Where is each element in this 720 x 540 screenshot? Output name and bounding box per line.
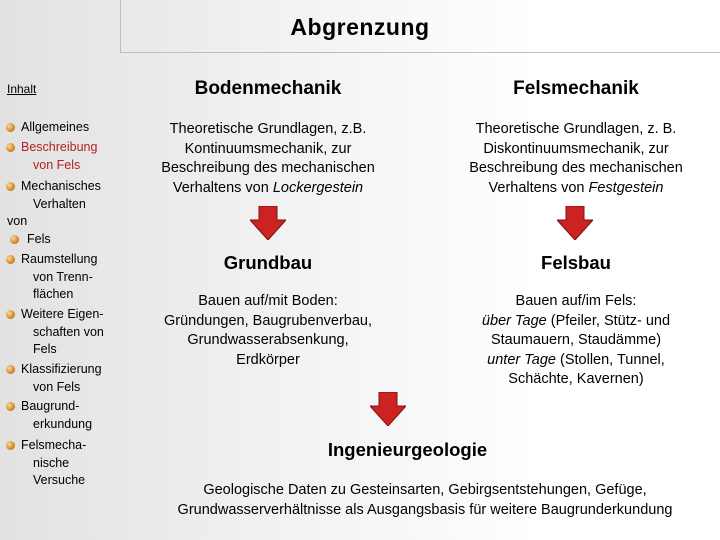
text-line: Diskontinuumsmechanik, zur bbox=[483, 140, 669, 157]
text-line: Verhaltens von Lockergestein bbox=[172, 179, 364, 196]
ingenieurgeologie-description bbox=[140, 481, 710, 520]
sidebar-item-label: schaften von bbox=[33, 324, 104, 339]
text-line: Gründungen, Baugrubenverbau, bbox=[164, 312, 372, 329]
text-line: über Tage (Pfeiler, Stütz- und bbox=[481, 312, 671, 329]
bodenmechanik-heading: Bodenmechanik bbox=[194, 78, 342, 99]
sidebar-item-label: Baugrund- bbox=[21, 399, 80, 413]
text-line: Staumauern, Staudämme) bbox=[490, 332, 662, 348]
sidebar-item-label: Fels bbox=[33, 342, 57, 356]
sidebar-item-beschreibung-von-fels[interactable] bbox=[6, 139, 118, 174]
felsbau-heading: Felsbau bbox=[541, 252, 611, 273]
sidebar-item-label: Klassifizierung bbox=[21, 362, 102, 376]
text-line: Theoretische Grundlagen, z. B. bbox=[475, 121, 677, 137]
text-line: Grundwasserabsenkung, bbox=[187, 332, 349, 348]
sidebar-item-label: Allgemeines bbox=[21, 120, 90, 134]
sidebar-item-label: Mechanisches bbox=[21, 179, 101, 193]
sidebar-item-label: von bbox=[7, 214, 28, 228]
bullet-icon bbox=[10, 235, 19, 244]
felsmechanik-heading: Felsmechanik bbox=[513, 78, 639, 99]
sidebar-item-raumstellung[interactable] bbox=[6, 251, 118, 304]
sidebar-item-allgemeines[interactable] bbox=[6, 119, 118, 137]
text-line: Grundwasserverhältnisse als Ausgangsbasis für weitere Baugrunderkundung bbox=[177, 501, 673, 518]
bullet-icon bbox=[6, 365, 15, 374]
bullet-icon bbox=[6, 143, 15, 152]
sidebar-item-label: Versuche bbox=[33, 473, 86, 487]
sidebar-item-label: Felsmecha- bbox=[21, 438, 87, 452]
sidebar-heading-inhalt[interactable]: Inhalt bbox=[7, 82, 37, 96]
felsmechanik-description bbox=[426, 120, 720, 198]
grundbau-description bbox=[118, 292, 418, 370]
bullet-icon bbox=[6, 255, 15, 264]
text-line: Theoretische Grundlagen, z.B. bbox=[169, 121, 367, 137]
text-line: Verhaltens von Festgestein bbox=[488, 179, 664, 196]
bullet-icon bbox=[6, 441, 15, 450]
text-line: Erdkörper bbox=[236, 351, 300, 368]
down-arrow-icon bbox=[557, 206, 593, 240]
text-line: Kontinuumsmechanik, zur bbox=[184, 140, 352, 157]
sidebar-item-label: nische bbox=[33, 455, 70, 470]
down-arrow-icon bbox=[370, 392, 406, 426]
page-title: Abgrenzung bbox=[290, 14, 430, 40]
text-line: Beschreibung des mechanischen bbox=[469, 160, 683, 176]
text-line: unter Tage (Stollen, Tunnel, bbox=[487, 351, 665, 368]
sidebar-item-label: Raumstellung bbox=[21, 252, 98, 266]
sidebar-item-label: von Fels bbox=[33, 157, 81, 172]
grundbau-heading: Grundbau bbox=[223, 252, 313, 273]
bodenmechanik-description bbox=[118, 120, 418, 198]
sidebar-item-weitere-eigenschaften[interactable] bbox=[6, 306, 118, 359]
sidebar-item-label: Verhalten bbox=[33, 196, 86, 211]
text-line: Bauen auf/mit Boden: bbox=[198, 293, 338, 309]
sidebar-item-mechanisches-verhalten[interactable] bbox=[6, 178, 118, 248]
text-line: Bauen auf/im Fels: bbox=[515, 293, 637, 309]
sidebar-item-felsmechanische-versuche[interactable] bbox=[6, 437, 118, 490]
text-line: Geologische Daten zu Gesteinsarten, Gebirgsentstehungen, Gefüge, bbox=[203, 482, 647, 498]
felsbau-description bbox=[426, 292, 720, 390]
text-line: Beschreibung des mechanischen bbox=[161, 160, 375, 176]
sidebar-item-label: Fels bbox=[27, 231, 51, 246]
sidebar-item-label: erkundung bbox=[33, 416, 93, 431]
bullet-icon bbox=[6, 402, 15, 411]
title-divider bbox=[120, 52, 720, 53]
ingenieurgeologie-heading: Ingenieurgeologie bbox=[327, 439, 488, 460]
sidebar-item-label: von Fels bbox=[33, 379, 81, 394]
sidebar-item-label: Beschreibung bbox=[21, 140, 98, 154]
text-line: Schächte, Kavernen) bbox=[508, 371, 644, 387]
sidebar-item-label: flächen bbox=[33, 287, 74, 301]
bullet-icon bbox=[6, 310, 15, 319]
sidebar-item-label: Weitere Eigen- bbox=[21, 307, 104, 321]
sidebar-item-klassifizierung[interactable] bbox=[6, 361, 118, 396]
bullet-icon bbox=[6, 182, 15, 191]
bullet-icon bbox=[6, 123, 15, 132]
sidebar-item-baugrunderkundung[interactable] bbox=[6, 398, 118, 433]
sidebar-item-label: von Trenn- bbox=[33, 269, 93, 284]
down-arrow-icon bbox=[250, 206, 286, 240]
